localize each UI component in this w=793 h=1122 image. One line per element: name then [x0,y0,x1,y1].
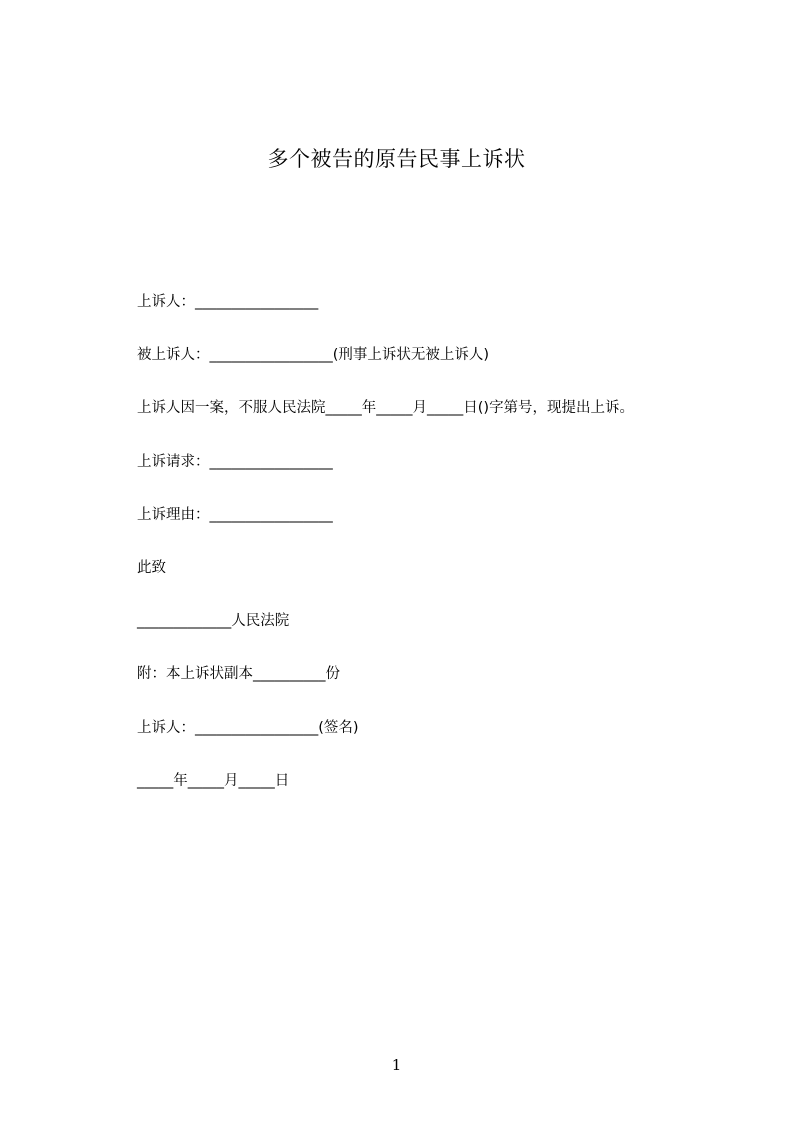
salutation-line: 此致 [137,560,166,576]
court-line: _____________人民法院 [137,613,290,629]
appeal-request-line: 上诉请求：_________________ [137,454,333,470]
appellant-line: 上诉人：_________________ [137,294,319,310]
page-number: 1 [391,1056,402,1074]
appellee-line: 被上诉人：_________________(刑事上诉状无被上诉人) [137,347,490,363]
signature-line: 上诉人：_________________(签名) [137,720,359,736]
attachment-line: 附：本上诉状副本__________份 [137,666,340,682]
case-statement-line: 上诉人因一案，不服人民法院_____年_____月_____日()字第号，现提出上诉。 [137,400,635,416]
appeal-reason-line: 上诉理由：_________________ [137,507,333,523]
date-line: _____年_____月_____日 [137,773,290,789]
document-title: 多个被告的原告民事上诉状 [267,147,526,171]
